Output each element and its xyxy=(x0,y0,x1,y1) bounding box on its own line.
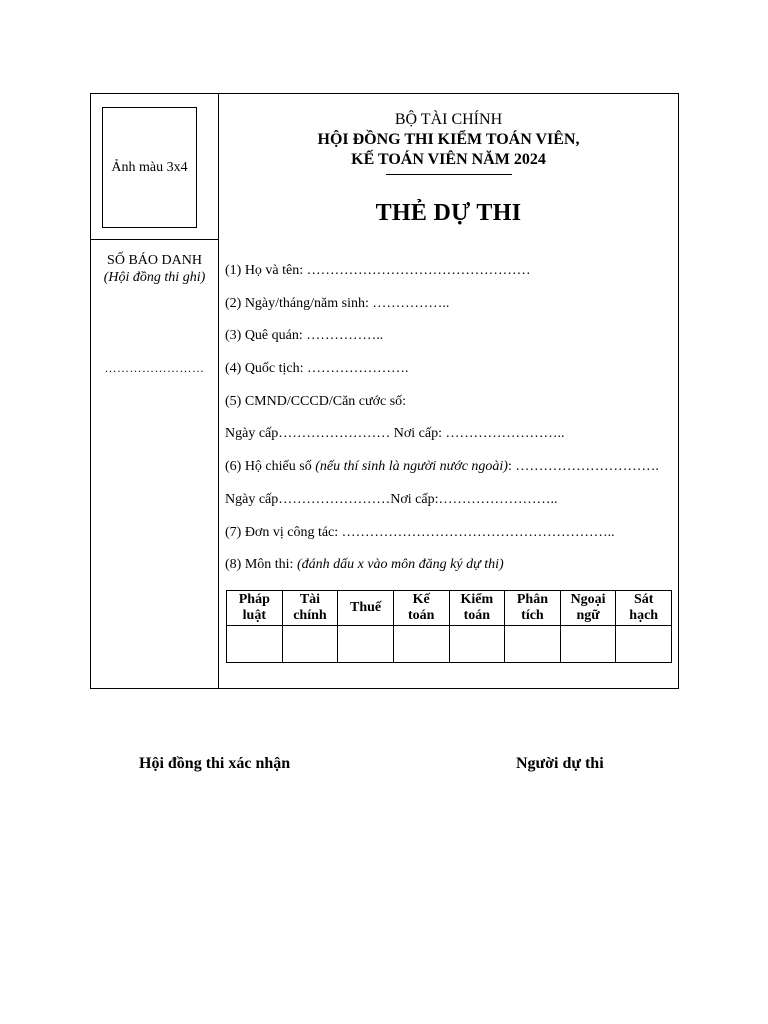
card-title: THẺ DỰ THI xyxy=(375,200,522,226)
registration-note: (Hội đồng thi ghi) xyxy=(103,270,206,285)
field-passport-issue[interactable]: Ngày cấp……………………Nơi cấp:…………………….. xyxy=(225,491,558,507)
card-header xyxy=(219,110,678,227)
field-full-name[interactable]: (1) Họ và tên: ………………………………………… xyxy=(225,263,531,278)
field-passport[interactable] xyxy=(225,458,675,491)
subject-mark-cell[interactable] xyxy=(282,626,338,663)
subject-header-ngoai-ngu: Ngoại ngữ xyxy=(560,591,616,626)
subject-mark-cell[interactable] xyxy=(393,626,449,663)
subjects-mark-row xyxy=(227,626,672,663)
registration-label: SỐ BÁO DANH xyxy=(107,253,202,268)
subject-header-phap-luat: Pháp luật xyxy=(227,591,283,626)
exam-card xyxy=(90,93,679,689)
subject-mark-cell[interactable] xyxy=(505,626,561,663)
council-name-line1: HỘI ĐỒNG THI KIỂM TOÁN VIÊN, xyxy=(317,131,580,148)
subject-header-sat-hach: Sát hạch xyxy=(616,591,672,626)
council-signature-label: Hội đồng thi xác nhận xyxy=(139,755,291,772)
field-id-issue[interactable]: Ngày cấp…………………… Nơi cấp: …………………….. xyxy=(225,426,565,442)
subject-mark-cell[interactable] xyxy=(560,626,616,663)
field-hometown[interactable]: (3) Quê quán: …………….. xyxy=(225,328,384,344)
left-column xyxy=(91,94,219,688)
subject-mark-cell[interactable] xyxy=(338,626,394,663)
left-divider xyxy=(91,239,218,240)
field-date-of-birth[interactable]: (2) Ngày/tháng/năm sinh: …………….. xyxy=(225,295,450,311)
passport-label: (6) Hộ chiếu số xyxy=(225,459,316,475)
field-nationality[interactable]: (4) Quốc tịch: …………………. xyxy=(225,361,409,377)
candidate-signature-label: Người dự thi xyxy=(516,755,604,772)
subject-mark-cell[interactable] xyxy=(449,626,505,663)
subjects-table xyxy=(226,590,672,663)
passport-note: (nếu thí sinh là người nước ngoài) xyxy=(315,459,508,475)
subject-header-tai-chinh: Tài chính xyxy=(282,591,338,626)
subject-header-kiem-toan: Kiểm toán xyxy=(449,591,505,626)
subjects-label: (8) Môn thi: xyxy=(225,557,297,573)
candidate-fields xyxy=(225,262,675,589)
subject-mark-cell[interactable] xyxy=(227,626,283,663)
subject-header-thue: Thuế xyxy=(338,591,394,626)
header-rule xyxy=(386,174,512,175)
ministry-name: BỘ TÀI CHÍNH xyxy=(394,111,503,128)
subject-header-ke-toan: Kế toán xyxy=(393,591,449,626)
registration-number-field[interactable]: …………………… xyxy=(104,361,205,375)
field-id-number[interactable]: (5) CMND/CCCD/Căn cước số: xyxy=(225,393,407,409)
field-workplace[interactable]: (7) Đơn vị công tác: ………………………………………………….. xyxy=(225,524,615,540)
subject-mark-cell[interactable] xyxy=(616,626,672,663)
subjects-note: (đánh dấu x vào môn đăng ký dự thi) xyxy=(296,557,504,573)
registration-number-block xyxy=(91,252,218,286)
field-exam-subjects xyxy=(225,556,675,589)
council-name-line2: KẾ TOÁN VIÊN NĂM 2024 xyxy=(351,151,546,168)
photo-label: Ảnh màu 3x4 xyxy=(111,159,188,175)
passport-dots: : …………………………. xyxy=(507,459,659,475)
subject-header-phan-tich: Phân tích xyxy=(505,591,561,626)
photo-placeholder xyxy=(102,107,197,228)
subjects-header-row xyxy=(227,591,672,626)
